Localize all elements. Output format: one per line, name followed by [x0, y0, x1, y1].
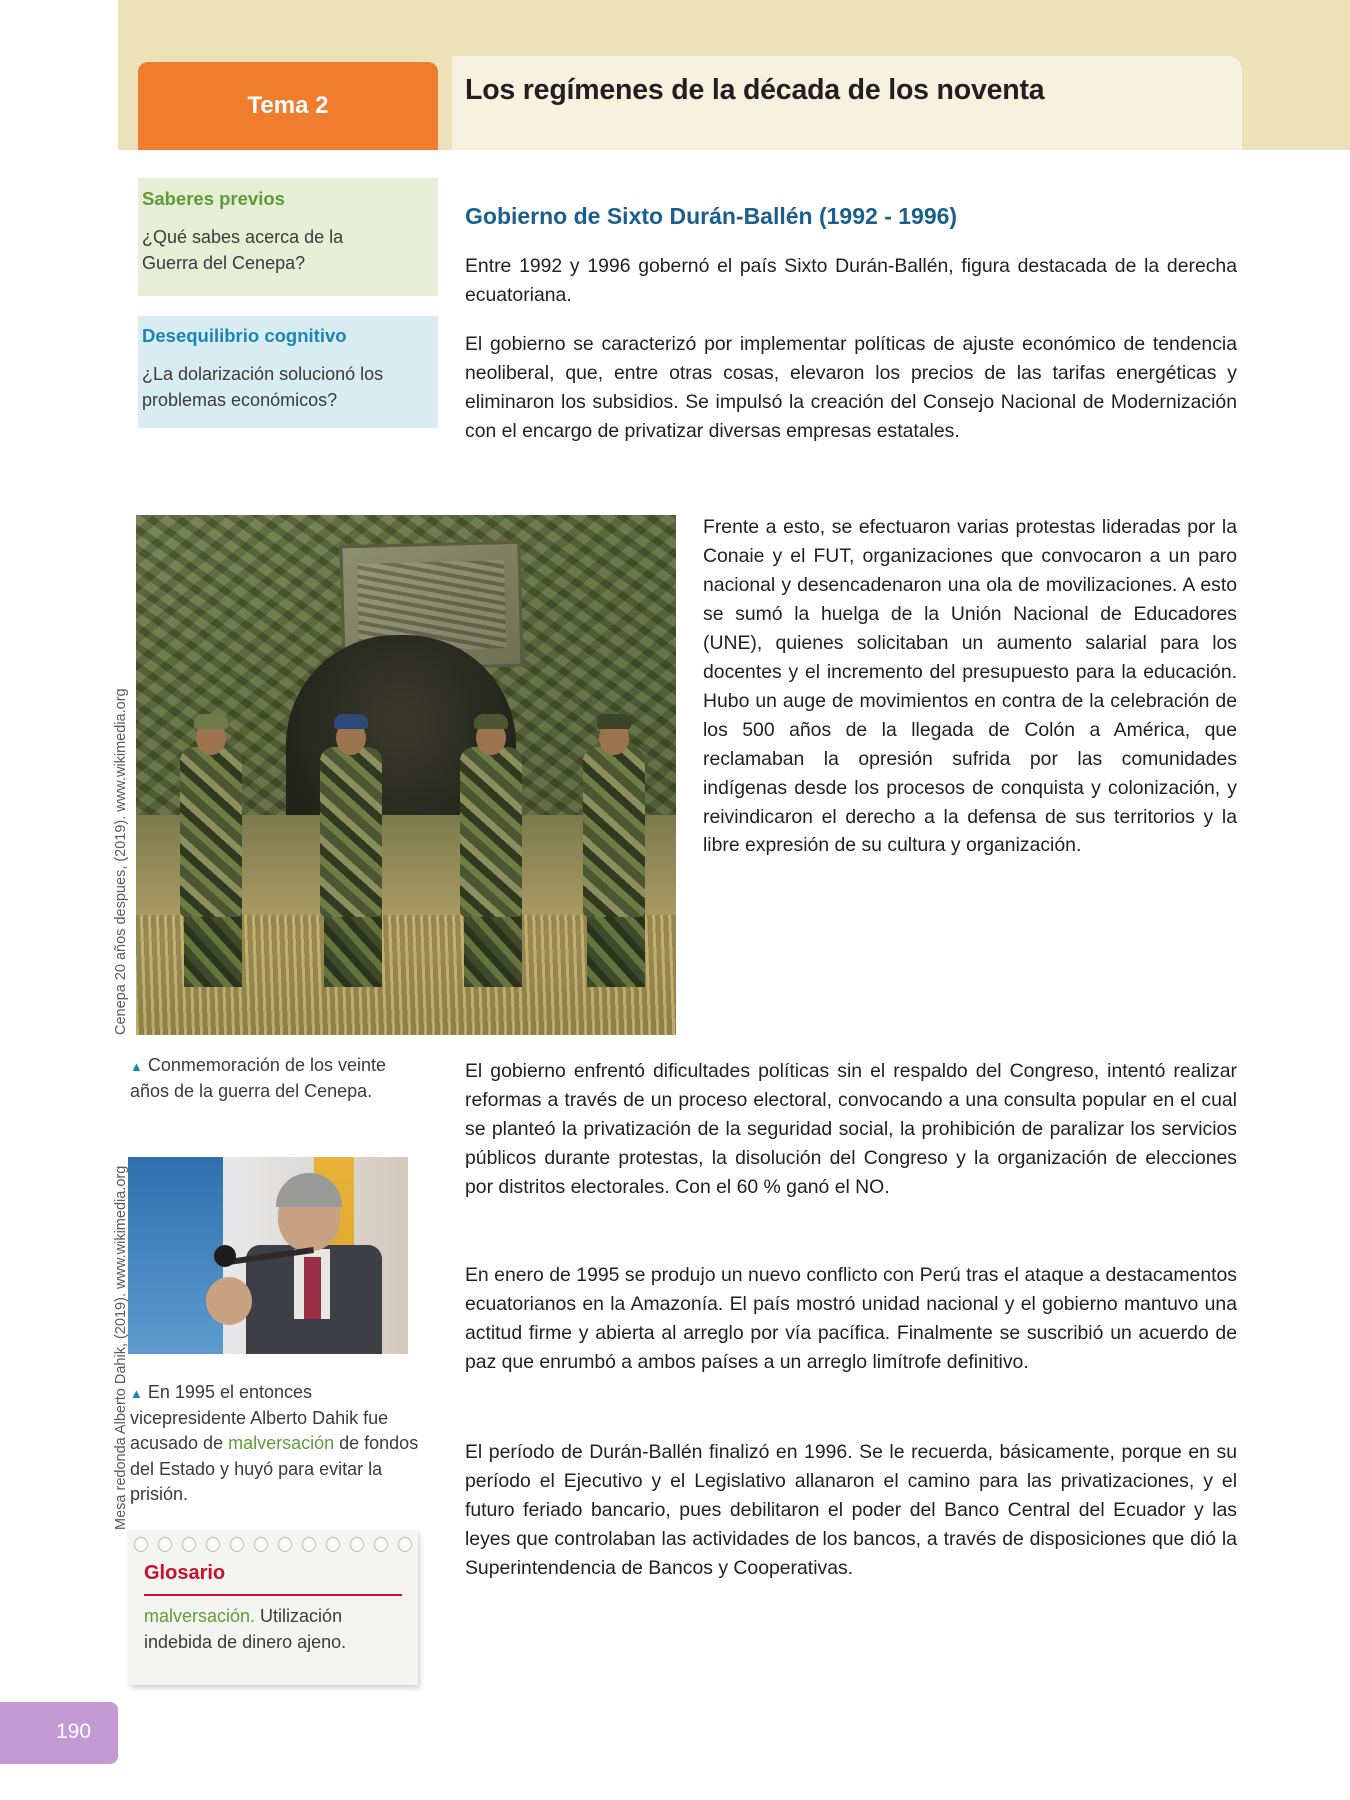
- punch-hole-icon: [350, 1537, 364, 1552]
- header-band-left-margin: [0, 0, 118, 150]
- page-number: 190: [56, 1720, 92, 1743]
- glosario-term: malversación.: [144, 1606, 256, 1626]
- figure-caption-cenepa-text: Conmemoración de los veinte años de la guerra del Cenepa.: [130, 1055, 387, 1101]
- paragraph-5: En enero de 1995 se produjo un nuevo conflicto con Perú tras el ataque a destacamentos ecuatorianos en la Amazonía. El país mostró unidad nacional y el gobierno mantuvo una actitud firme y abierta al arreglo por vía pacífica. Finalmente se suscribió un acuerdo de paz que enrumbó a ambos países a un arreglo limítrofe definitivo.: [465, 1264, 1237, 1373]
- caption-triangle-icon-2: ▲: [130, 1386, 143, 1401]
- punch-hole-icon: [398, 1537, 412, 1552]
- photo-credit-cenepa: Cenepa 20 años despues, (2019). www.wikimedia.org: [113, 688, 129, 1035]
- punch-hole-icon: [230, 1537, 244, 1552]
- glosario-entry: [144, 1604, 406, 1655]
- figure-caption-dahik-highlight: malversación: [228, 1433, 335, 1454]
- saberes-previos-title: Saberes previos: [142, 188, 285, 209]
- photo-cenepa-commemoration: [136, 515, 676, 1035]
- desequilibrio-cognitivo-text: ¿La dolarización solucionó los problemas económicos?: [142, 364, 384, 410]
- glosario-punch-holes: [134, 1533, 412, 1555]
- paragraph-2: El gobierno se caracterizó por implementar políticas de ajuste económico de tendencia neoliberal, que, entre otras cosas, elevaron los precios de las tarifas energéticas y eliminaron los subsidios. Se impulsó la creación del Consejo Nacional de Modernización con el encargo de privatizar diversas empresas estatales.: [465, 333, 1237, 442]
- punch-hole-icon: [278, 1537, 292, 1552]
- glosario-divider: [144, 1594, 402, 1596]
- saberes-previos-text: ¿Qué sabes acerca de la Guerra del Cenepa?: [142, 227, 344, 273]
- desequilibrio-cognitivo-title: Desequilibrio cognitivo: [142, 325, 347, 346]
- tema-tab: [138, 62, 438, 150]
- punch-hole-icon: [158, 1537, 172, 1552]
- punch-hole-icon: [374, 1537, 388, 1552]
- punch-hole-icon: [302, 1537, 316, 1552]
- glosario-definition: Utilización indebida de dinero ajeno.: [144, 1606, 347, 1652]
- punch-hole-icon: [206, 1537, 220, 1552]
- paragraph-4: El gobierno enfrentó dificultades políticas sin el respaldo del Congreso, intentó realizar reformas a través de un proceso electoral, convocando a una consulta popular en el cual se planteó la privatización de la seguridad social, la prohibición de paralizar los servicios públicos durante protestas, la disolución del Congreso y la organización de elecciones por distritos electorales. Con el 60 % ganó el NO.: [465, 1060, 1237, 1198]
- photo-credit-dahik: Mesa redonda Alberto Dahik, (2019). www.wikimedia.org: [113, 1165, 129, 1530]
- punch-hole-icon: [134, 1537, 148, 1552]
- paragraph-1: Entre 1992 y 1996 gobernó el país Sixto Durán-Ballén, figura destacada de la derecha ecuatoriana.: [465, 255, 1237, 306]
- section-heading: Gobierno de Sixto Durán-Ballén (1992 - 1996): [465, 203, 958, 229]
- punch-hole-icon: [182, 1537, 196, 1552]
- caption-triangle-icon: ▲: [130, 1059, 143, 1074]
- tema-tab-label: Tema 2: [247, 92, 329, 119]
- glosario-title: Glosario: [144, 1562, 226, 1584]
- figure-caption-cenepa: [130, 1053, 410, 1104]
- paragraph-6: El período de Durán-Ballén finalizó en 1996. Se le recuerda, básicamente, porque en su período el Ejecutivo y el Legislativo allanaron el camino para las privatizaciones, y el futuro feriado bancario, pues debilitaron el poder del Banco Central del Ecuador y las leyes que controlaban las actividades de los bancos, a través de disposiciones que dió la Superintendencia de Bancos y Cooperativas.: [465, 1441, 1237, 1579]
- paragraph-3: Frente a esto, se efectuaron varias protestas lideradas por la Conaie y el FUT, organizaciones que convocaron a un paro nacional y desencadenaron una ola de movilizaciones. A esto se sumó la huelga de la Unión Nacional de Educadores (UNE), quienes solicitaban un aumento salarial para los docentes y el incremento del presupuesto para la educación. Hubo un auge de movimientos en contra de la celebración de los 500 años de la llegada de Colón a América, que reclamaban la opresión sufrida por las comunidades indígenas desde los procesos de conquista y colonización, y reivindicaron el derecho a la defensa de sus territorios y la libre expresión de su cultura y organización.: [703, 516, 1237, 857]
- page-title: Los regímenes de la década de los noventa: [465, 74, 1045, 106]
- figure-caption-dahik-part1: En 1995 el entonces vicepresidente Alberto Dahik fue acusado de: [130, 1382, 389, 1454]
- photo-alberto-dahik: [128, 1157, 408, 1354]
- figure-caption-dahik: [130, 1380, 420, 1508]
- punch-hole-icon: [254, 1537, 268, 1552]
- punch-hole-icon: [326, 1537, 340, 1552]
- figure-caption-dahik-part2: de fondos del Estado y huyó para evitar la prisión.: [130, 1433, 419, 1505]
